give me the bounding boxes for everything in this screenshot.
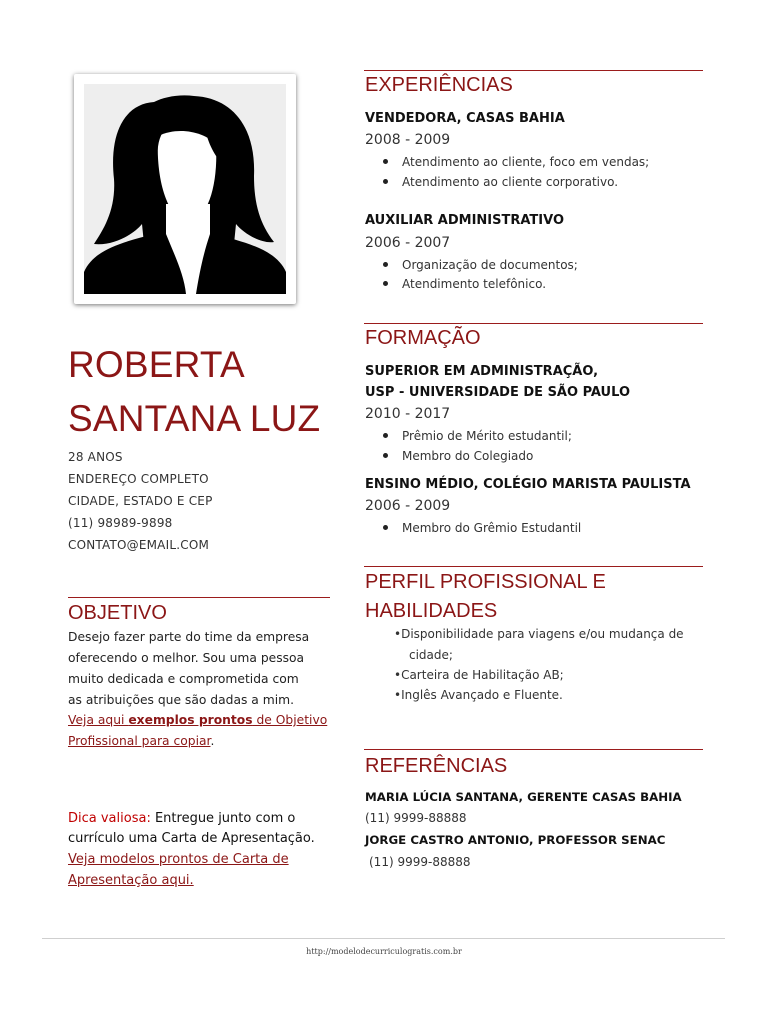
job-1-role: VENDEDORA, CASAS BAHIA: [365, 111, 565, 126]
objective-line-4: as atribuições que são dadas a mim.: [68, 693, 295, 707]
tip-link-line2[interactable]: Apresentação aqui.: [68, 873, 194, 888]
tip-link-2-wrap[interactable]: [68, 873, 194, 888]
skills-title-line-1: PERFIL PROFISSIONAL E: [365, 571, 606, 593]
avatar-silhouette-icon: [84, 84, 286, 294]
skills-title-line-2: HABILIDADES: [365, 600, 498, 622]
job-2-role: AUXILIAR ADMINISTRATIVO: [365, 213, 565, 228]
job-1-years: 2008 - 2009: [365, 132, 451, 148]
tip-label: Dica valiosa:: [68, 811, 151, 826]
name-line-2: SANTANA LUZ: [68, 398, 321, 439]
references-divider: [364, 749, 703, 750]
objective-line-3: muito dedicada e comprometida com: [68, 672, 299, 686]
edu-1-item-1: Prêmio de Mérito estudantil;: [383, 429, 572, 443]
skill-item-1: •Disponibilidade para viagens e/ou mudança de: [394, 627, 684, 641]
objective-link-line2[interactable]: Profissional para copiar: [68, 734, 211, 748]
email: CONTATO@EMAIL.COM: [68, 538, 210, 552]
objective-link[interactable]: [68, 713, 327, 727]
edu-1-line-1: SUPERIOR EM ADMINISTRAÇÃO,: [365, 364, 599, 379]
education-divider: [364, 323, 703, 324]
objective-title: OBJETIVO: [68, 602, 167, 624]
edu-2-years: 2006 - 2009: [365, 498, 451, 514]
tip-line1-rest: Entregue junto com o: [150, 811, 296, 826]
job-2-item-2: Atendimento telefônico.: [383, 277, 546, 291]
objective-line-2: oferecendo o melhor. Sou uma pessoa: [68, 651, 305, 665]
objective-link-part1[interactable]: Veja aqui: [68, 713, 129, 727]
edu-1-item-2: Membro do Colegiado: [383, 449, 533, 463]
objective-link-bold[interactable]: exemplos prontos: [128, 713, 253, 727]
reference-1-name: MARIA LÚCIA SANTANA, GERENTE CASAS BAHIA: [365, 790, 682, 804]
reference-1-phone: (11) 9999-88888: [365, 811, 467, 825]
phone: (11) 98989-9898: [68, 516, 173, 530]
skill-item-1-cont: cidade;: [409, 648, 453, 662]
job-2-years: 2006 - 2007: [365, 235, 451, 251]
edu-2-item-1: Membro do Grêmio Estudantil: [383, 521, 581, 535]
references-title: REFERÊNCIAS: [365, 755, 508, 777]
age: 28 ANOS: [68, 450, 123, 464]
edu-2-line-1: ENSINO MÉDIO, COLÉGIO MARISTA PAULISTA: [365, 477, 691, 492]
tip-line-1: [68, 811, 295, 826]
job-1-item-1: Atendimento ao cliente, foco em vendas;: [383, 155, 649, 169]
reference-2-name: JORGE CASTRO ANTONIO, PROFESSOR SENAC: [365, 833, 666, 847]
profile-photo: [74, 74, 296, 304]
address: ENDEREÇO COMPLETO: [68, 472, 209, 486]
education-title: FORMAÇÃO: [365, 327, 481, 349]
name-line-1: ROBERTA: [68, 344, 245, 385]
skill-item-2: •Carteira de Habilitação AB;: [394, 668, 564, 682]
tip-link-line1[interactable]: Veja modelos prontos de Carta de: [68, 852, 289, 867]
edu-1-years: 2010 - 2017: [365, 406, 451, 422]
skills-divider: [364, 566, 703, 567]
footer-url[interactable]: http://modelodecurriculogratis.com.br: [306, 947, 462, 956]
objective-link-line2-wrap[interactable]: [68, 734, 214, 748]
footer-divider: [42, 938, 725, 939]
reference-2-phone: (11) 9999-88888: [369, 855, 471, 869]
job-2-item-1: Organização de documentos;: [383, 258, 578, 272]
tip-line-2: currículo uma Carta de Apresentação.: [68, 831, 315, 846]
tip-link-1-wrap[interactable]: [68, 852, 289, 867]
experience-divider: [364, 70, 703, 71]
skill-item-3: •Inglês Avançado e Fluente.: [394, 688, 563, 702]
objective-line-1: Desejo fazer parte do time da empresa: [68, 630, 310, 644]
objective-link-part2[interactable]: de Objetivo: [252, 713, 328, 727]
objective-divider: [68, 597, 330, 598]
city-state-zip: CIDADE, ESTADO E CEP: [68, 494, 213, 508]
edu-1-line-2: USP - UNIVERSIDADE DE SÃO PAULO: [365, 385, 630, 400]
objective-link-tail: .: [210, 734, 215, 748]
job-1-item-2: Atendimento ao cliente corporativo.: [383, 175, 618, 189]
experience-title: EXPERIÊNCIAS: [365, 74, 513, 96]
